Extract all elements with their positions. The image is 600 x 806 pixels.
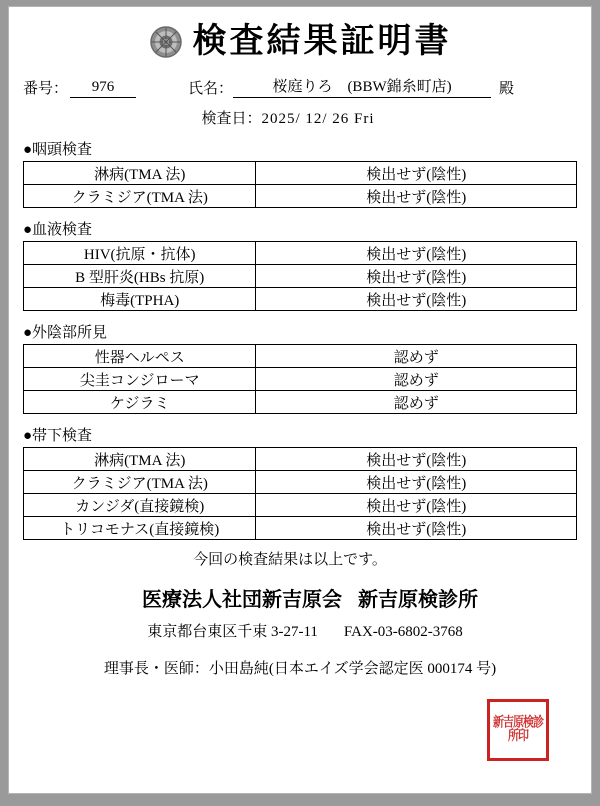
table-row xyxy=(24,391,577,414)
section-title-external: ●外陰部所見 xyxy=(23,325,108,341)
clinic-address-line xyxy=(9,620,591,641)
test-result: 検出せず(陰性) xyxy=(256,517,577,540)
director-line: 理事長・医師：小田島純(日本エイズ学会認定医 000174 号) xyxy=(103,661,497,677)
clinic-line xyxy=(9,583,591,612)
closing-statement: 今回の検査結果は以上です。 xyxy=(193,552,387,568)
test-item: 尖圭コンジローマ xyxy=(24,368,256,391)
test-item: クラミジア(TMA 法) xyxy=(24,471,256,494)
test-result: 検出せず(陰性) xyxy=(256,448,577,471)
test-item: クラミジア(TMA 法) xyxy=(24,185,256,208)
test-item: 性器ヘルペス xyxy=(24,345,256,368)
section-throat xyxy=(9,138,591,208)
test-result: 認めず xyxy=(256,345,577,368)
table-row xyxy=(24,345,577,368)
section-blood xyxy=(9,218,591,311)
exam-date-label: 検査日： xyxy=(201,111,262,127)
test-item: 淋病(TMA 法) xyxy=(24,162,256,185)
section-discharge xyxy=(9,424,591,540)
section-title-throat: ●咽頭検査 xyxy=(23,142,93,158)
exam-date-line xyxy=(23,107,577,128)
test-item: トリコモナス(直接鏡検) xyxy=(24,517,256,540)
section-title-blood: ●血液検査 xyxy=(23,222,93,238)
results-table-blood xyxy=(23,241,577,311)
exam-date-value: 2025/ 12/ 26 Fri xyxy=(261,111,375,127)
section-external xyxy=(9,321,591,414)
page-title: 検査結果証明書 xyxy=(192,23,452,60)
results-table-throat xyxy=(23,161,577,208)
test-result: 認めず xyxy=(256,391,577,414)
test-item: ケジラミ xyxy=(24,391,256,414)
clinic-address: 東京都台東区千束 3-27-11 xyxy=(147,624,318,640)
test-result: 検出せず(陰性) xyxy=(256,185,577,208)
test-result: 検出せず(陰性) xyxy=(256,265,577,288)
test-result: 検出せず(陰性) xyxy=(256,288,577,311)
table-row xyxy=(24,162,577,185)
test-item: 梅毒(TPHA) xyxy=(24,288,256,311)
clinic-fax: FAX-03-6802-3768 xyxy=(343,624,463,640)
table-row xyxy=(24,265,577,288)
test-item: カンジダ(直接鏡検) xyxy=(24,494,256,517)
test-result: 検出せず(陰性) xyxy=(256,242,577,265)
test-item: 淋病(TMA 法) xyxy=(24,448,256,471)
name-label: 氏名： xyxy=(188,81,234,97)
certificate-page xyxy=(8,6,592,794)
table-row xyxy=(24,494,577,517)
title-row xyxy=(9,25,591,59)
table-row xyxy=(24,288,577,311)
table-row xyxy=(24,368,577,391)
test-item: HIV(抗原・抗体) xyxy=(24,242,256,265)
table-row xyxy=(24,471,577,494)
table-row xyxy=(24,185,577,208)
header-line-identity xyxy=(23,75,577,98)
results-table-external xyxy=(23,344,577,414)
red-seal-text: 新吉原検診所印 xyxy=(493,715,543,744)
number-value: 976 xyxy=(70,79,136,98)
results-table-discharge xyxy=(23,447,577,540)
government-emblem-icon xyxy=(149,25,183,59)
test-result: 検出せず(陰性) xyxy=(256,162,577,185)
table-row xyxy=(24,517,577,540)
clinic-organization: 医療法人社団新吉原会 xyxy=(142,589,342,611)
test-item: B 型肝炎(HBs 抗原) xyxy=(24,265,256,288)
number-label: 番号： xyxy=(23,81,69,97)
name-value: 桜庭りろ (BBW錦糸町店) xyxy=(233,75,491,98)
test-result: 検出せず(陰性) xyxy=(256,471,577,494)
test-result: 認めず xyxy=(256,368,577,391)
section-title-discharge: ●帯下検査 xyxy=(23,428,93,444)
header-info xyxy=(9,75,591,128)
table-row xyxy=(24,448,577,471)
red-seal-stamp xyxy=(487,699,549,761)
patient-name-block xyxy=(188,75,514,98)
name-suffix: 殿 xyxy=(499,81,515,97)
clinic-name: 新吉原検診所 xyxy=(358,589,478,611)
table-row xyxy=(24,242,577,265)
test-result: 検出せず(陰性) xyxy=(256,494,577,517)
